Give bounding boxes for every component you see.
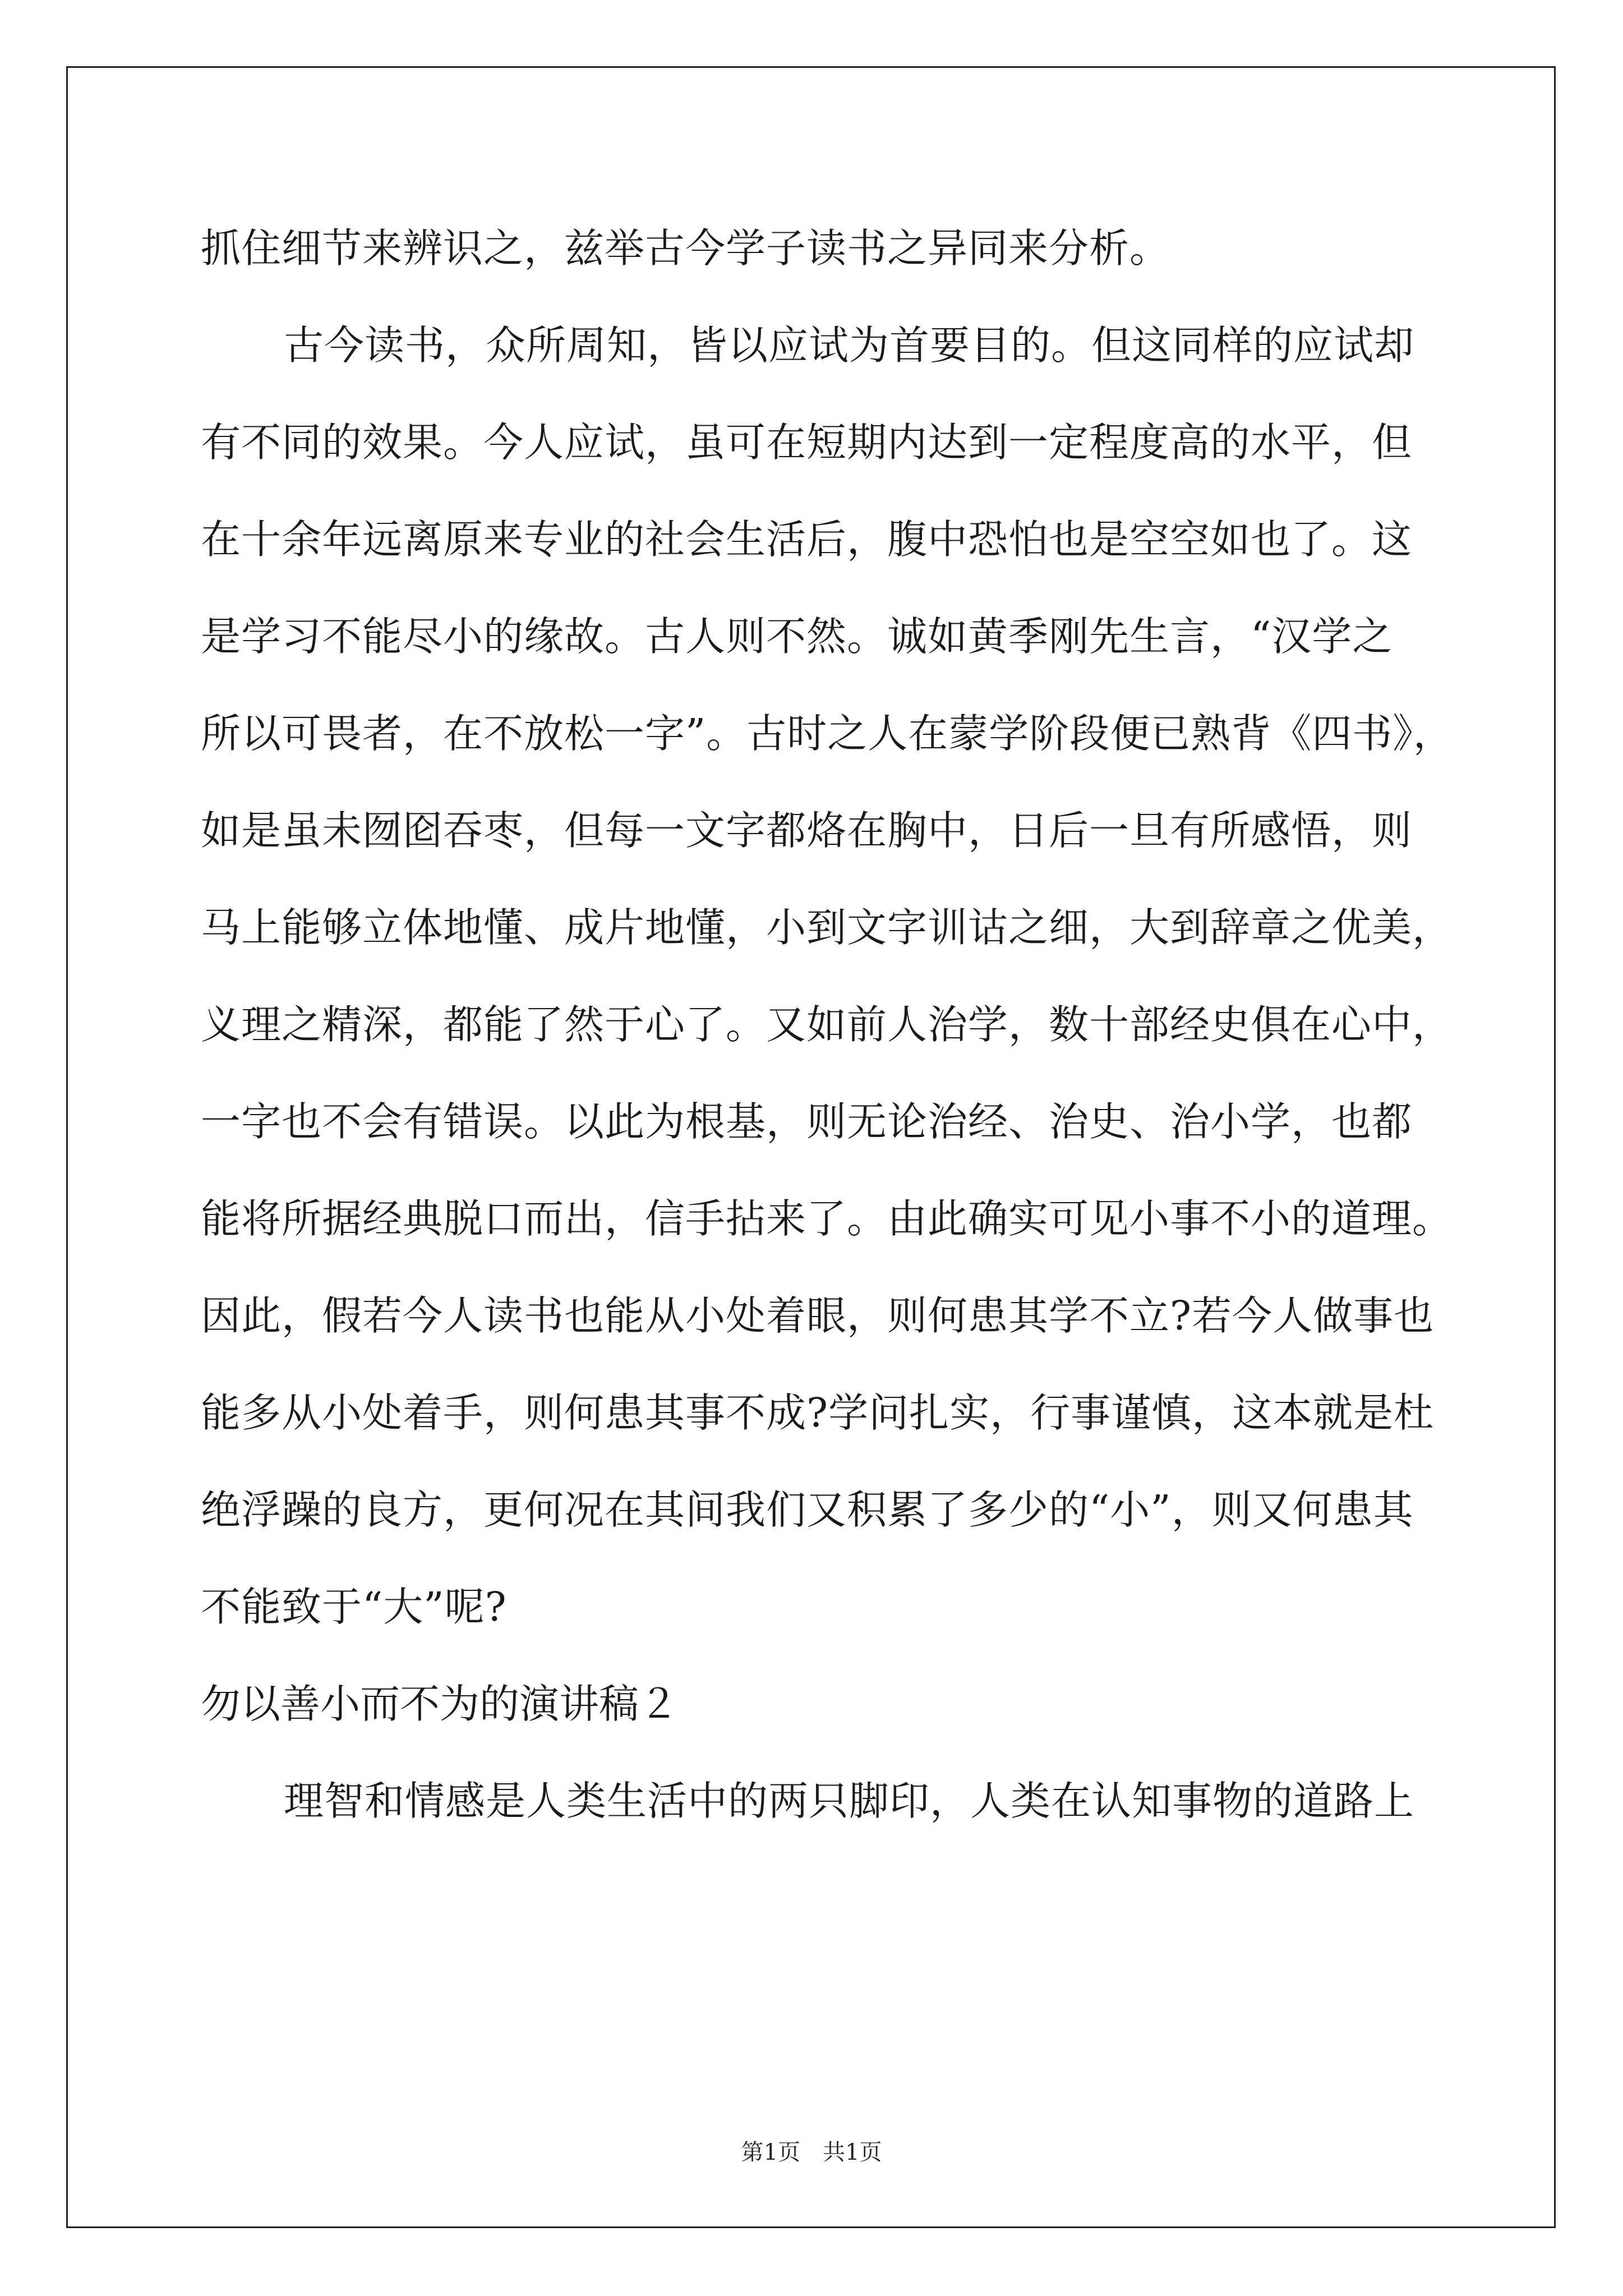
page-number-footer: 第1页 共1页 xyxy=(741,2139,882,2165)
text-line: 能多从小处着手，则何患其事不成?学问扎实，行事谨慎，这本就是杜 xyxy=(201,1389,1435,1436)
text-line: 不能致于“大”呢? xyxy=(201,1584,507,1630)
section-heading: 勿以善小而不为的演讲稿２ xyxy=(201,1681,679,1727)
text-line: 所以可畏者，在不放松一字”。古时之人在蒙学阶段便已熟背《四书》， xyxy=(201,710,1454,757)
text-line: 抓住细节来辨识之，兹举古今学子读书之异同来分析。 xyxy=(201,225,1170,272)
text-line: 马上能够立体地懂、成片地懂，小到文字训诂之细，大到辞章之优美， xyxy=(201,904,1453,951)
text-line: 因此，假若今人读书也能从小处着眼，则何患其学不立?若今人做事也 xyxy=(201,1292,1435,1339)
text-line: 在十余年远离原来专业的社会生活后，腹中恐怕也是空空如也了。这 xyxy=(201,516,1413,563)
text-line: 如是虽未囫囵吞枣，但每一文字都烙在胸中，日后一旦有所感悟，则 xyxy=(201,807,1413,854)
text-line: 有不同的效果。今人应试，虽可在短期内达到一定程度高的水平，但 xyxy=(201,419,1413,466)
text-line: 一字也不会有错误。以此为根基，则无论治经、治史、治小学，也都 xyxy=(201,1098,1413,1145)
text-line: 绝浮躁的良方，更何况在其间我们又积累了多少的“小”，则又何患其 xyxy=(201,1487,1414,1533)
text-line: 是学习不能尽小的缘故。古人则不然。诚如黄季刚先生言，“汉学之 xyxy=(201,613,1393,660)
text-line: 能将所据经典脱口而出，信手拈来了。由此确实可见小事不小的道理。 xyxy=(201,1195,1453,1242)
document-body xyxy=(201,218,1454,1867)
paragraph-first-line: 古今读书，众所周知，皆以应试为首要目的。但这同样的应试却 xyxy=(284,322,1415,369)
text-line: 义理之精深，都能了然于心了。又如前人治学，数十部经史俱在心中， xyxy=(201,1001,1453,1048)
paragraph-first-line: 理智和情感是人类生活中的两只脚印，人类在认知事物的道路上 xyxy=(284,1778,1415,1824)
